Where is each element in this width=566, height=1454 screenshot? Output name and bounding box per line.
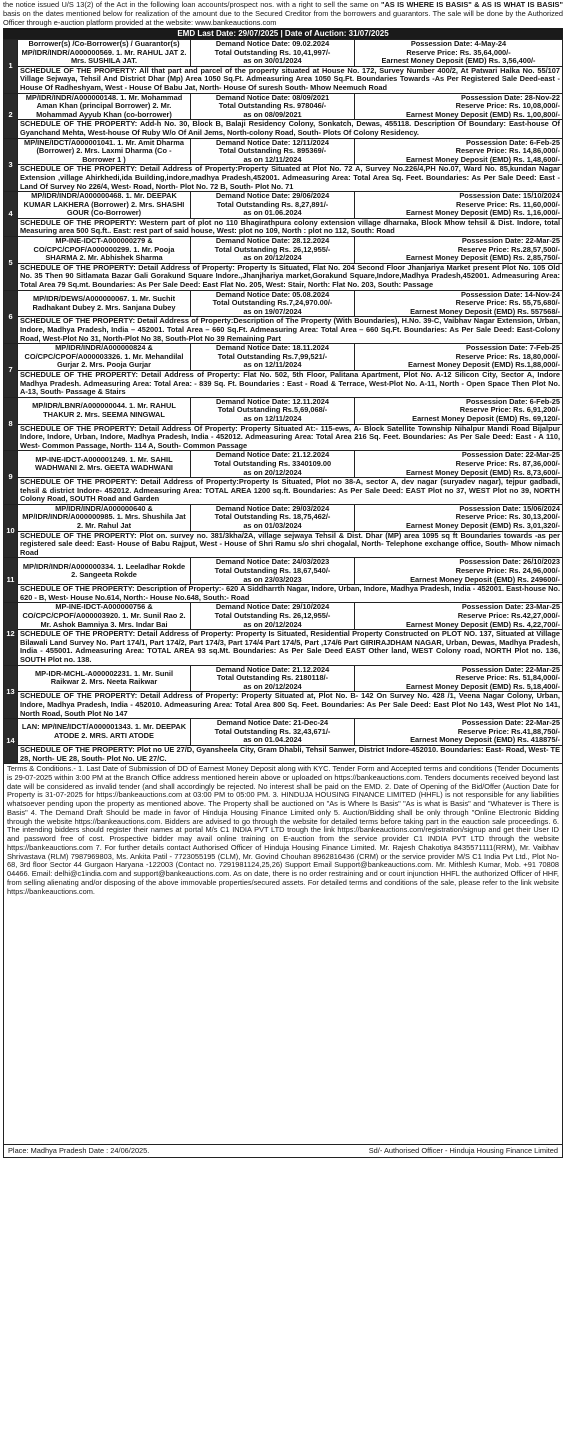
demand-date: Demand Notice Date: 18.11.2024 <box>216 343 329 353</box>
demand-cell <box>191 397 355 424</box>
demand-date: Demand Notice Date: 29/03/2024 <box>215 504 330 513</box>
schedule-text: SCHEDULE OF THE PROPERTY: Detail Address of Property: Property Is Situated, Flat No. 204 Second Floor Jhanjariya Market present Plot No. 105 Old No. 35 Then 90 Sitlamata Bazar Gali Gorakund Square Indore.,Jhanjhariya market,Gorakund Square,Indore,Madhya Pradesh,452001. Admeasuring Area: Total Area 79 Sq.mt. Boundaries: As Per Sale Deed: East Flat No. 205, West: Stair, North: Flat No. 203, South: Passage <box>18 263 563 290</box>
schedule-row <box>4 745 563 763</box>
demand-date: Demand Notice Date: 29/06/2024 <box>215 191 330 201</box>
reserve-price: Reserve Price: Rs. 24,96,000/- <box>455 566 560 576</box>
demand-cell <box>191 93 355 120</box>
reserve-price: Reserve Price: Rs.28,57,500/- <box>457 244 560 254</box>
borrower-cell: LAN: MP/INE/IDCT/A000001343. 1. Mr. DEEPAK ATODE 2. MRS. ARTI ATODE <box>18 719 191 746</box>
possession-date: Possession Date: 22-Mar-25 <box>461 718 560 728</box>
table-row <box>4 344 563 371</box>
outstanding: Total Outstanding Rs. 895369/- <box>218 146 327 156</box>
demand-date: Demand Notice Date: 24/03/2023 <box>215 557 330 567</box>
borrower-cell: MP/IDR/DEWS/A000000067. 1. Mr. Suchit Radhakant Dubey 2. Mrs. Sanjana Dubey <box>18 290 191 317</box>
demand-cell <box>191 192 355 219</box>
intro-text <box>0 0 566 27</box>
table-row <box>4 719 563 746</box>
schedule-row <box>4 585 563 603</box>
row-number: 6 <box>4 290 18 344</box>
terms-and-conditions: Terms & Conditions.- 1. Last Date of Submission of DD of Earnest Money Deposit along with KYC. Tender Form and Accepted terms and conditions (Tender Documents is 29-07-2025 within 3:00 PM at the Branch Office address mentioned herein above or uploaded on https://bankeauctions.com. Tenders documents received beyond last date will be considered as invalid tender (and shall accordingly be rejected. No interest shall be paid on the EMD. 2. Date of Opening of the Bid/Offer (Auction Date for Property is 31-07-2025 for https://bankeauctions.com at 03:00 PM to 05:00 PM. 3. HINDUJA HOUSING FINANCE LIMITED (HHFL) is not responsible for any liabilities whatsoever pending upon the property as mentioned above. The Property shall be auctioned on "As is Where Is Basis" "As is what is Basis" and "Whatever is There is Basis" 4. The Demand Draft Should be made in favor of Hinduja Housing Finance Limited only 5. Auction/Bidding shall be only through "Online Electronic Bidding through the website https://bankeauctions.com. Bidders are advised to go through the website for detailed terms before taking part in the eauction sale proceedings. 6. The intending bidders should register their names at portal M/s C1 INDIA PVT LTD trough the link https://bankeauctions.com/registration/signup and get their User ID and password free of cost. Prospective bidder may avail online training on E-auction from the service provider C1 INDIA PVT LTD through the website https://bankeauctions.com 7. For further details contact Authorised Officer of Hinduja Housing Finance Limited. Mr. Rajesh Chakotiya 8435571111(RRM), Mr. Vaibhav Shrivastava (RLM) 7987969803, Ms. Ankita Patil - 7723055195 (CLM), Mr. Govind Chouhan 8962816436 (CRM) or the service provider M/S C1 India Pvt Ltd., Plot No- 68, 3rd floor Sector 44 Gurgaon Haryana -122003 (Contact no. 7291981124,25,26) Support Email Support@bankeauctions.com. Mr. Mithlesh Kumar, Mob. +91 70808 04466. Email: delhi@c1india.com and support@bankeauctions.com. As on date, there is no order restraining and or court injunction HHFL the authorized Officer of HHF, from selling alienating and/or disposing of the above immovable properties/secured assets. For detailed terms and conditions of the sale, please refer to the link website https://bankeauctions.com. <box>3 764 563 1145</box>
table-row <box>4 192 563 219</box>
row-number: 2 <box>4 93 18 138</box>
possession-date: Possession Date: 22-Mar-25 <box>461 236 560 246</box>
reserve-price: Reserve Price: Rs.42,27,000/- <box>457 611 560 620</box>
possession-cell <box>355 344 563 371</box>
row-number: 8 <box>4 397 18 451</box>
reserve-price: Reserve Price: Rs. 35,64,000/- <box>406 47 511 57</box>
possession-date: Possession Date: 15/10/2024 <box>459 191 560 201</box>
intro-part2: basis on the dates mentioned below for realization of the amount due to the Secured Creditor from the borrowers and guarantors. The sale will be done by the Authorized Officer through e-auction platform provided at the website: www.bankeauctions.com <box>3 9 563 27</box>
as-on: as on 19/07/2024 <box>243 306 302 316</box>
row-number: 3 <box>4 138 18 192</box>
possession-date: Possession Date: 26/10/2023 <box>459 557 560 567</box>
demand-cell <box>191 504 355 531</box>
as-on: as on 12/11/2024 <box>243 413 302 423</box>
schedule-row <box>4 120 563 138</box>
outstanding: Total Outstanding Rs. 8,27,891/- <box>216 199 329 209</box>
as-on: as on 20/12/2024 <box>243 681 302 691</box>
possession-cell <box>355 558 563 585</box>
schedule-text: SCHEDULE OF THE PROPERTY: Detail Address of Property: Flat No. 502, 5th Floor, Palitana Apartment, Plot No. A-12 Silicon City, Sector A, Indore Madhya Pradesh. Admeasuring Area: Total Area: - 839 Sq. Ft. Boundaries : East - Road & Terrace, West-Plot No. A-11, North - Open Space Then Plot No. A-13, South- Passage & Stairs <box>18 370 563 397</box>
demand-cell <box>191 344 355 371</box>
table-row <box>4 451 563 478</box>
schedule-row <box>4 531 563 558</box>
as-on: as on 20/12/2024 <box>243 253 302 263</box>
as-on: as on 23/03/2023 <box>243 574 302 584</box>
possession-date: Possession Date: 4-May-24 <box>410 39 507 48</box>
table-row <box>4 397 563 424</box>
reserve-price: Reserve Price: Rs. 55,75,680/- <box>455 298 560 308</box>
reserve-price: Reserve Price: Rs. 51,84,000/- <box>455 673 560 683</box>
row-number: 10 <box>4 504 18 558</box>
schedule-text: SCHEDULE OF THE PROPERTY: Western part of plot no 110 Bhagirathpura colony extension village dharnaka, Block Mhow tehsil & Dist. Indore, total Measuring area 500 Sq.ft.. East: rest part of said house, West: plot no 109, North : plot no 112, South: Road <box>18 218 563 236</box>
row-number: 1 <box>4 40 18 94</box>
possession-cell <box>355 192 563 219</box>
intro-bold: "AS IS WHERE IS BASIS" & AS IS WHAT IS BASIS" <box>380 0 563 9</box>
row-number: 12 <box>4 603 18 665</box>
emd: Earnest Money Deposit (EMD) Rs. 3,01,320/- <box>405 521 560 531</box>
borrower-cell: MP/IDR/LBNR/A000000044. 1. Mr. RAHUL THAKUR 2. Mrs. SEEMA NINGWAL <box>18 397 191 424</box>
table-row <box>4 138 563 165</box>
table-row <box>4 504 563 531</box>
outstanding: Total Outstanding Rs. 2180118/- <box>216 673 329 683</box>
possession-date: Possession Date: 6-Feb-25 <box>465 138 560 147</box>
outstanding: Total Outstanding Rs. 32,43,671/- <box>214 726 331 736</box>
borrower-cell: MP/IDR/INDR/A000000468. 1. Mr. DEEPAK KUMAR LAKHERA (Borrower) 2. Mrs. SHASHI GOUR (Co-Borrower) <box>18 192 191 219</box>
outstanding: Total Outstanding Rs. 18,75,462/- <box>214 512 331 522</box>
table-row <box>4 603 563 630</box>
emd: Earnest Money Deposit (EMD) Rs. 5,18,400/- <box>405 681 560 691</box>
borrower-cell: MP-INE-IDCT-A000001249. 1. Mr. SAHIL WADHWANI 2. Mrs. GEETA WADHWANI <box>18 451 191 478</box>
schedule-row <box>4 263 563 290</box>
as-on: as on 01.04.2024 <box>243 735 302 745</box>
schedule-row <box>4 218 563 236</box>
emd: Earnest Money Deposit (EMD) Rs. 557568/- <box>410 306 560 316</box>
schedule-text: SCHEDULE OF THE PROPERTY: Detail Address of Property:Description of The Property (With Boundaries), H.No. 39-C, Vaibhav Nagar Extension, Urban, Indore, Madhya Pradesh, India – 452001. Total Area – 660 Sq.Ft. Admeasuring Area: Total Area – 660 Sq.Ft. Boundaries: As Per Sale Deed: East-Colony Road, West-Plot No 31, North-Plot No 38, South-Plot No 39 Remaining Part <box>18 317 563 344</box>
outstanding: Total Outstanding Rs. 3340109.00 <box>213 458 332 468</box>
possession-cell <box>355 290 563 317</box>
outstanding: Total Outstanding Rs. 26,12,955/- <box>214 611 331 620</box>
possession-date: Possession Date: 22-Mar-25 <box>461 665 560 674</box>
table-row <box>4 290 563 317</box>
possession-cell <box>355 397 563 424</box>
reserve-price: Reserve Price: Rs.41,88,750/- <box>457 726 560 736</box>
as-on: as on 08/09/2021 <box>243 109 302 119</box>
schedule-row <box>4 317 563 344</box>
demand-cell <box>191 603 355 630</box>
as-on: as on 30/01/2024 <box>243 56 302 66</box>
borrower-header: Borrower(s) /Co-Borrower(s) / Guarantor(s) <box>28 39 180 48</box>
intro-part1: the notice issued U/S 13(2) of the Act in the following loan accounts/prospect nos. with a right to sell the same on <box>3 0 381 9</box>
footer-signature: Sd/- Authorised Officer - Hinduja Housing Finance Limited <box>368 1146 558 1156</box>
demand-date: Demand Notice Date: 05.08.2024 <box>215 290 330 299</box>
possession-date: Possession Date: 6-Feb-25 <box>465 397 560 406</box>
possession-date: Possession Date: 7-Feb-25 <box>465 343 560 353</box>
outstanding: Total Outstanding Rs.7,99,521/- <box>217 351 328 361</box>
row-number: 4 <box>4 192 18 237</box>
demand-cell <box>191 237 355 264</box>
outstanding: Total Outstanding Rs. 26,12,955/- <box>214 244 331 254</box>
schedule-text: SCHEDULE OF THE PROPERTY: Plot no UE 27/D, Gyansheela City, Gram Dhabli, Tehsil Sanwer, District Indore-452010. Boundaries: East- Road, West- TE 28, North- UE 28, South- Plot No. UE 27/C. <box>18 745 563 763</box>
row-number: 7 <box>4 344 18 398</box>
outstanding: Total Outstanding Rs. 978046/- <box>218 101 327 111</box>
emd: Earnest Money Deposit (EMD) Rs. 2,85,750/- <box>405 253 560 263</box>
emd: Earnest Money Deposit (EMD) Rs. 1,16,000/- <box>405 208 560 218</box>
demand-date: Demand Notice Date: 21.12.2024 <box>215 450 330 460</box>
schedule-row <box>4 424 563 451</box>
demand-date: Demand Notice Date: 12.11.2024 <box>216 397 329 406</box>
schedule-text: SCHEDULE OF THE PROPERTY: Plot on. survey no. 381/3kha/2A, village sejwaya Tehsil & Dist. Dhar (MP) area 1095 sq ft Boundaries towards -as per registered sale deed: East- House of Babu Rajput, West - House of Shri Ramu s/o shri chogalal, North- Telephone exchange office, South- Mhow nimach Road <box>18 531 563 558</box>
possession-date: Possession Date: 22-Mar-25 <box>461 450 560 460</box>
as-on: as on 20/12/2024 <box>243 619 302 629</box>
table-row <box>4 665 563 692</box>
possession-date: Possession Date: 23-Mar-25 <box>461 602 560 612</box>
demand-cell <box>191 665 355 692</box>
reserve-price: Reserve Price: Rs. 30,13,200/- <box>455 512 560 522</box>
borrower-cell: MP-IDR-MCHL-A000002231. 1. Mr. Sunil Raikwar 2. Mrs. Neeta Raikwar <box>18 665 191 692</box>
emd: Earnest Money Deposit (EMD) Rs. 249600/- <box>410 574 560 584</box>
footer <box>3 1145 563 1158</box>
borrower-cell: MP/IDR/INDR/A000000148. 1. Mr. Mohammad Aman Khan (principal Borrower) 2. Mr. Mohammad Ayyub Khan (co-borrower) <box>18 93 191 120</box>
possession-date: Possession Date: 28-Nov-22 <box>461 93 560 102</box>
possession-cell <box>355 40 563 67</box>
borrower-text: MP/IDR/INDR/A000000569. 1. Mr. RAHUL JAT 2. Mrs. SUSHILA JAT. <box>21 47 187 66</box>
possession-cell <box>355 603 563 630</box>
schedule-text: SCHEDULE OF THE PROPERTY: Detail Address of Property:Property Situated at Plot No. 72 A, Survey No.226/4,PH No.07, Ward No. 85,kundan Nagar Extension ,village Ahirkhedi,ida Building,indore,madhya Pradesh,452001. Admeasuring Area: Total Area Sq. Feet. Boundaries: As Per Sale Deed: East - Land Of Survey No 226/4, West- Road, North- Plot No. 72 B, South- Plot No. 71 <box>18 165 563 192</box>
row-number: 5 <box>4 237 18 291</box>
schedule-text: SCHEDULE OF THE PROPERTY: Add-h No. 30, Block B, Balaji Residency Colony, Sonkatch, Dewas, 455118. Description Of Boundary: East-house Of Gyanchand Mehta, West-house Of Ruby W/o Of Anil Jems, North-colony Road, South- Plots Of Colony Residency. <box>18 120 563 138</box>
reserve-price: Reserve Price: Rs. 10,08,000/- <box>455 101 560 111</box>
reserve-price: Reserve Price: Rs. 18,80,000/- <box>455 351 560 361</box>
borrower-cell: MP/IDR/INDR/A000000640 & MP/IDR/INDR/A000000985. 1. Mrs. Shushila Jat 2. Mr. Rahul Jat <box>18 504 191 531</box>
demand-cell <box>191 451 355 478</box>
reserve-price: Reserve Price: Rs. 11,60,000/- <box>456 199 560 209</box>
outstanding: Total Outstanding Rs. 18,67,540/- <box>214 566 331 576</box>
possession-cell <box>355 93 563 120</box>
as-on: as on 20/12/2024 <box>243 467 302 477</box>
possession-cell <box>355 138 563 165</box>
demand-cell <box>191 290 355 317</box>
borrower-cell: MP-INE-IDCT-A000000279 & CO/CPC/CPOF/A000000299. 1. Mr. Pooja SHARMA 2. Mr. Abhishek Sharma <box>18 237 191 264</box>
borrower-cell: MP/IDR/INDR/A000000824 & CO/CPC/CPOF/A000003326. 1. Mr. Mehandilal Gurjar 2. Mrs. Pooja Gurjar <box>18 344 191 371</box>
as-on: as on 01.06.2024 <box>243 208 302 218</box>
row-number: 11 <box>4 558 18 603</box>
emd: Earnest Money Deposit (EMD) Rs.1,88,000/- <box>408 360 560 370</box>
emd-auction-banner: EMD Last Date: 29/07/2025 | Date of Auction: 31/07/2025 <box>3 28 563 39</box>
demand-date: Demand Notice Date: 09.02.2024 <box>215 39 330 48</box>
schedule-row <box>4 66 563 93</box>
possession-cell <box>355 504 563 531</box>
demand-cell <box>191 719 355 746</box>
emd: Earnest Money Deposit (EMD) Rs. 1,48,600/- <box>405 154 560 164</box>
schedule-text: SCHEDULE OF THE PROPERTY: Detail Address of Property:Property Is Situated, Plot no 38-A, sector A, dev nagar (suryadev nagar), tejpur gadbadi, tehsil & district Indore- 452012. Admeasuring Area: TOTAL AREA 1200 sq.ft. Boundaries: As Per Sale Deed: EAST Plot no 37, WEST Plot no 39, NORTH Colony Road, SOUTH Road and Garden <box>18 478 563 505</box>
auction-table <box>3 39 563 764</box>
as-on: as on 12/11/2024 <box>243 360 302 370</box>
borrower-cell: MP/IDR/INDR/A000000334. 1. Leeladhar Rokde 2. Sangeeta Rokde <box>18 558 191 585</box>
reserve-price: Reserve Price: Rs. 87,36,000/- <box>455 458 560 468</box>
borrower-cell: MP/INE/IDCT/A000001041. 1. Mr. Amit Dharma (Borrower) 2. Mrs. Laxmi Dharma (Co - Borrower 1 ) <box>18 138 191 165</box>
possession-cell <box>355 719 563 746</box>
emd: Earnest Money Deposit (EMD) Rs. 69,120/- <box>412 413 560 423</box>
reserve-price: Reserve Price: Rs. 14,86,000/- <box>455 146 560 156</box>
emd: Earnest Money Deposit (EMD) Rs. 8,73,600/- <box>405 467 560 477</box>
demand-date: Demand Notice Date: 08/09/2021 <box>215 93 330 102</box>
demand-cell <box>191 138 355 165</box>
footer-place-date: Place: Madhya Pradesh Date : 24/06/2025. <box>8 1146 150 1156</box>
borrower-cell: MP-INE-IDCT-A000000756 & CO/CPC/CPOF/A000003920. 1. Mr. Sunil Rao 2. Mr. Ashok Bamniya 3. Mrs. Indar Bai <box>18 603 191 630</box>
emd: Earnest Money Deposit (EMD) Rs. 3,56,400/- <box>381 56 536 66</box>
schedule-row <box>4 478 563 505</box>
demand-date: Demand Notice Date: 12/11/2024 <box>216 138 329 147</box>
row-number: 14 <box>4 719 18 764</box>
schedule-text: SCHEDULE OF THE PROPERTY: All that part and parcel of the property situated at House No. 172, Survey Number 400/2, At Patwari Halka No. 55/107 Village Sejwaya, Tehsil And District Dhar (Mp) Area 1050 Sq.Ft. Admeasuring Area 1050 Sq.Ft. Boundaries Towards -As Per Registered Sale Deed-east - House Of Radheshyam, West - House Of Babu Jat, North- House Of suresh South- Mhow Neemuch Road <box>18 66 563 93</box>
possession-cell <box>355 451 563 478</box>
table-row <box>4 237 563 264</box>
schedule-text: SCHEDULE OF THE PROPERTY: Detail Address of Property: Property Situated at, Plot No. B- 142 On Survey No. 428 /1, Veena Nagar Colony, Urban, Indore, Madhya Pradesh, India - 452010. Admeasuring Area: Total Area 800 Sq. Feet. Boundaries: As Per Sale Deed: East Plot No 143, West Plot No 141, North Road, South Plot No 147 <box>18 692 563 719</box>
schedule-text: SCHEDULE OF THE PROPERTY: Description of Property:- 620 A Siddharrth Nagar, Indore, Urban, Indore, Madhya Pradesh, India - 452001. East-house No. 620 - B, West- House No.614, North:- House No.648, South:- Road <box>18 585 563 603</box>
emd: Earnest Money Deposit (EMD) Rs. 1,00,800/- <box>405 109 560 119</box>
demand-date: Demand Notice Date: 29/10/2024 <box>215 602 330 612</box>
possession-date: Possession Date: 15/06/2024 <box>459 504 560 513</box>
schedule-row <box>4 692 563 719</box>
emd: Earnest Money Deposit (EMD) Rs. 418875/- <box>410 735 560 745</box>
demand-date: Demand Notice Date: 21.12.2024 <box>215 665 330 674</box>
demand-date: Demand Notice Date: 21-Dec-24 <box>216 718 329 728</box>
schedule-row <box>4 370 563 397</box>
demand-date: Demand Notice Date: 28.12.2024 <box>215 236 330 246</box>
row-number: 9 <box>4 451 18 505</box>
demand-cell <box>191 558 355 585</box>
table-row <box>4 40 563 67</box>
outstanding: Total Outstanding Rs. 10,41,997/- <box>214 47 331 57</box>
table-row <box>4 93 563 120</box>
borrower-cell <box>18 40 191 67</box>
table-row <box>4 558 563 585</box>
schedule-row <box>4 630 563 665</box>
as-on: as on 01/03/2024 <box>243 521 302 531</box>
schedule-row <box>4 165 563 192</box>
emd: Earnest Money Deposit (EMD) Rs. 4,22,700/- <box>405 619 560 629</box>
demand-cell <box>191 40 355 67</box>
row-number: 13 <box>4 665 18 719</box>
as-on: as on 12/11/2024 <box>243 154 302 164</box>
possession-date: Possession Date: 14-Nov-24 <box>461 290 560 299</box>
possession-cell <box>355 665 563 692</box>
schedule-text: SCHEDULE OF THE PROPERTY: Detail Address Of Property: Property Situated At:- 115-ews, A- Block Satellite Township Nihalpur Mandi Road Bijalpur Indore, Indore, Urban, Indore, Madhya Pradesh, India - 452012. Admeasuring Area: Total Area 216 Sq. Feet. Boundaries: As Per Sale Deed: East - A 110, West- Common Passage, North- 114 A, South- Common Passage <box>18 424 563 451</box>
outstanding: Total Outstanding Rs.5,69,068/- <box>217 405 328 415</box>
possession-cell <box>355 237 563 264</box>
reserve-price: Reserve Price: Rs. 6,91,200/- <box>459 405 560 415</box>
schedule-text: SCHEDULE OF THE PROPERTY: Detail Address of Property: Property Is Situated, Residential Property Constructed on PLOT NO. 137, Situated at Village Bilawali Land Survey No. Part 174/1, Part 174/2, Part 174/3, Part 174/4 Part 174/5, Part ,174/6 Part GIRIRAJDHAM NAGAR, Urban, Dewas, Madhya Pradesh, India - 455001. Admeasuring Area: TOTAL AREA 93 sq.Mt. Boundaries: As Per Sale Deed EAST Other land, WEST Colony road, NORTH Plot no. 136, SOUTH Plot no. 138. <box>18 630 563 665</box>
outstanding: Total Outstanding Rs.7,24,970.00/- <box>212 298 333 308</box>
